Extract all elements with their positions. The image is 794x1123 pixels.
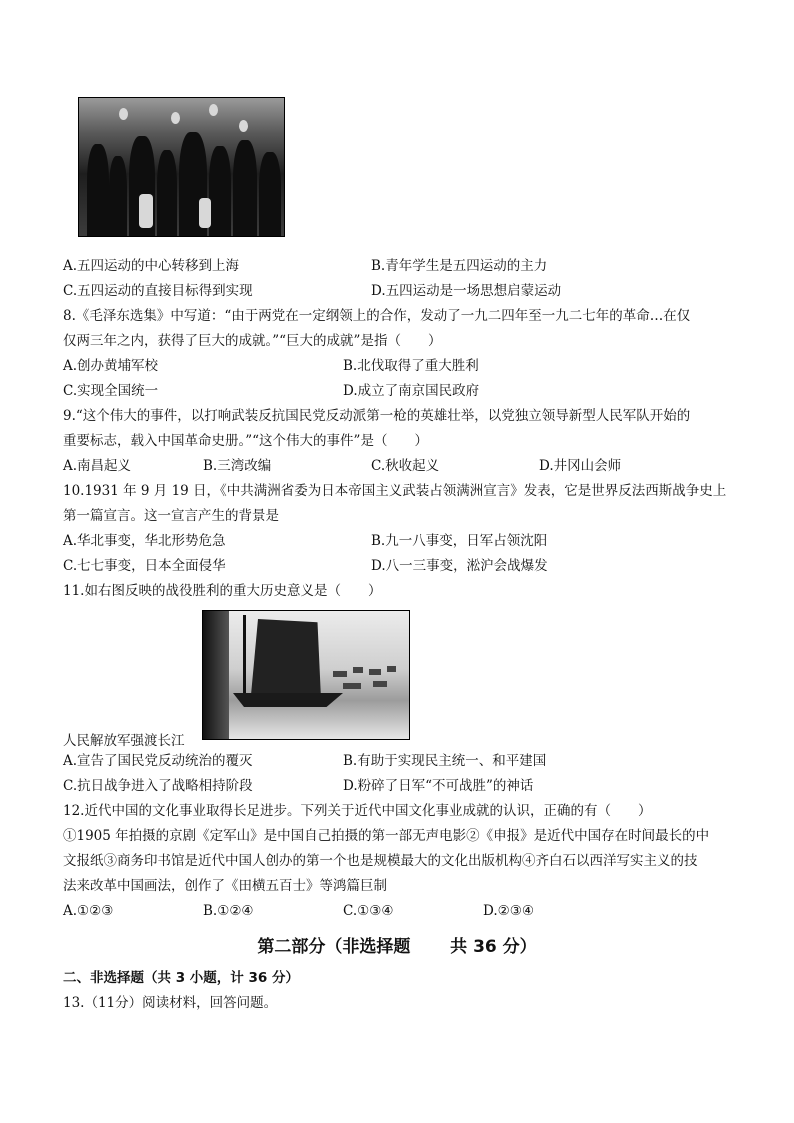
q7-option-d: D.五四运动是一场思想启蒙运动 xyxy=(371,283,562,299)
q10-stem-line2: 第一篇宣言。这一宣言产生的背景是 xyxy=(63,508,279,524)
part2-title: 第二部分（非选择题 xyxy=(257,937,411,957)
q12-body-line3: 法来改革中国画法，创作了《田横五百士》等鸿篇巨制 xyxy=(63,878,387,894)
q7-option-b: B.青年学生是五四运动的主力 xyxy=(371,258,548,274)
q9-stem-line2: 重要标志，载入中国革命史册。”“这个伟大的事件”是（ ） xyxy=(63,433,428,449)
q11-option-c: C.抗日战争进入了战略相持阶段 xyxy=(63,778,253,794)
q10-option-c: C.七七事变，日本全面侵华 xyxy=(63,558,226,574)
q12-option-d: D.②③④ xyxy=(483,903,534,919)
q13-stem: 13.（11分）阅读材料，回答问题。 xyxy=(63,995,278,1011)
part2-score: 共 36 分） xyxy=(450,937,537,957)
q10-stem-line1: 10.1931 年 9 月 19 日，《中共满洲省委为日本帝国主义武装占领满洲宣言》发表，它是世界反法西斯战争史上 xyxy=(63,483,727,499)
q11-option-a: A.宣告了国民党反动统治的覆灭 xyxy=(63,753,253,769)
q8-option-c: C.实现全国统一 xyxy=(63,383,159,399)
q10-option-d: D.八一三事变，淞沪会战爆发 xyxy=(371,558,548,574)
q10-option-a: A.华北事变，华北形势危急 xyxy=(63,533,226,549)
q12-option-c: C.①③④ xyxy=(343,903,394,919)
q7-option-a: A.五四运动的中心转移到上海 xyxy=(63,258,240,274)
q8-option-a: A.创办黄埔军校 xyxy=(63,358,159,374)
q11-photo-caption: 人民解放军强渡长江 xyxy=(63,733,185,749)
q9-option-c: C.秋收起义 xyxy=(371,458,440,474)
yangtze-crossing-photo xyxy=(202,610,410,740)
section-heading: 二、非选择题（共 3 小题，计 36 分） xyxy=(63,970,299,986)
q12-option-a: A.①②③ xyxy=(63,903,114,919)
q12-body-line2: 文报纸③商务印书馆是近代中国人创办的第一个也是规模最大的文化出版机构④齐白石以西洋写实主义的技 xyxy=(63,853,698,869)
q8-option-b: B.北伐取得了重大胜利 xyxy=(343,358,479,374)
q8-stem-line1: 8.《毛泽东选集》中写道：“由于两党在一定纲领上的合作，发动了一九二四年至一九二七年的革命…在仅 xyxy=(63,308,691,324)
q10-option-b: B.九一八事变，日军占领沈阳 xyxy=(371,533,548,549)
part2-heading xyxy=(0,932,794,957)
q12-body-line1: ①1905 年拍摄的京剧《定军山》是中国自己拍摄的第一部无声电影②《申报》是近代中国存在时间最长的中 xyxy=(63,828,710,844)
q11-option-d: D.粉碎了日军“不可战胜”的神话 xyxy=(343,778,534,794)
q9-option-b: B.三湾改编 xyxy=(203,458,272,474)
q11-stem: 11.如右图反映的战役胜利的重大历史意义是（ ） xyxy=(63,583,382,599)
q8-stem-line2: 仅两三年之内，获得了巨大的成就。”“巨大的成就”是指（ ） xyxy=(63,333,442,349)
q12-stem: 12.近代中国的文化事业取得长足进步。下列关于近代中国文化事业成就的认识，正确的有（ ） xyxy=(63,803,652,819)
q12-option-b: B.①②④ xyxy=(203,903,254,919)
q11-option-b: B.有助于实现民主统一、和平建国 xyxy=(343,753,547,769)
q9-option-d: D.井冈山会师 xyxy=(539,458,622,474)
q8-option-d: D.成立了南京国民政府 xyxy=(343,383,480,399)
q9-option-a: A.南昌起义 xyxy=(63,458,132,474)
q9-stem-line1: 9.“这个伟大的事件，以打响武装反抗国民党反动派第一枪的英雄壮举，以党独立领导新型人民军队开始的 xyxy=(63,408,691,424)
q7-option-c: C.五四运动的直接目标得到实现 xyxy=(63,283,253,299)
may-fourth-photo xyxy=(78,97,285,237)
